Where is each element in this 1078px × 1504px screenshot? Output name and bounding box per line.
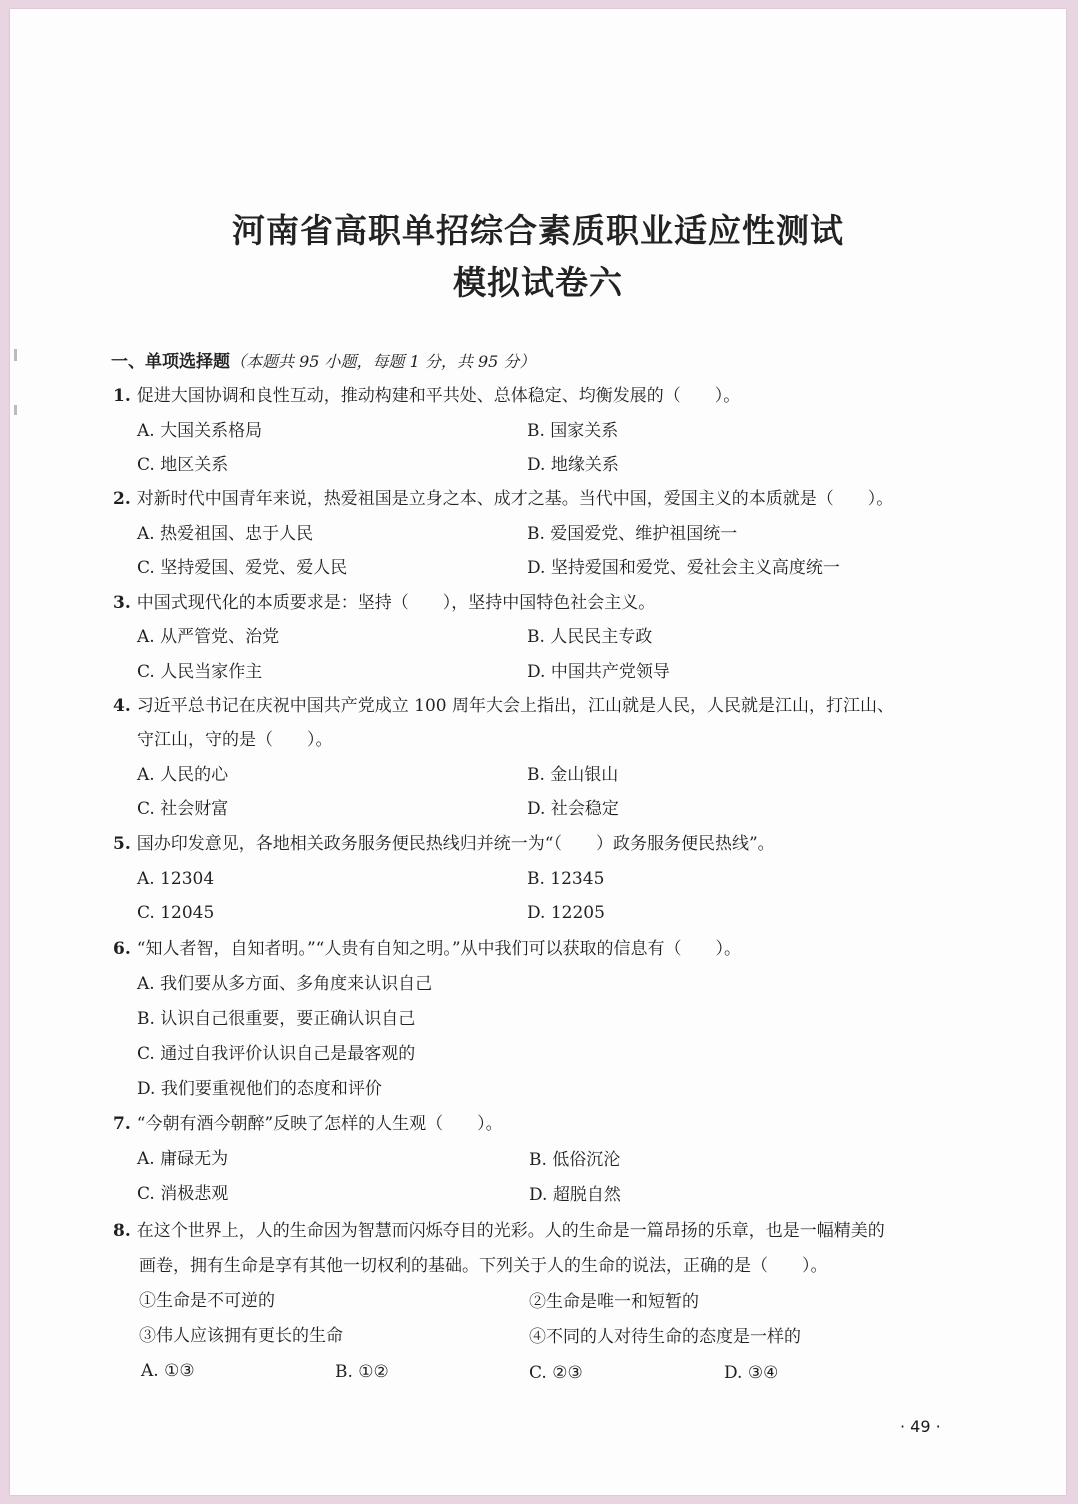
q5-option-b: B. 12345: [527, 869, 605, 889]
question-1-stem: [113, 384, 740, 408]
question-text: “今朝有酒今朝醉”反映了怎样的人生观（ ）。: [136, 1114, 503, 1134]
question-text: 促进大国协调和良性互动，推动构建和平共处、总体稳定、均衡发展的（ ）。: [136, 386, 741, 406]
question-number: 8.: [113, 1221, 131, 1241]
q6-option-b: B. 认识自己很重要，要正确认识自己: [137, 1009, 416, 1029]
q3-option-d: D. 中国共产党领导: [527, 662, 670, 682]
question-8-stem: [113, 1219, 885, 1243]
q5-option-c: C. 12045: [137, 903, 215, 923]
question-4-stem: [113, 694, 894, 718]
q3-option-b: B. 人民民主专政: [527, 627, 653, 647]
q8-statement-4: ④不同的人对待生命的态度是一样的: [529, 1327, 801, 1347]
q8-option-c: C. ②③: [529, 1363, 583, 1383]
q2-option-c: C. 坚持爱国、爱党、爱人民: [137, 558, 348, 578]
question-3-stem: [113, 591, 655, 615]
question-2-stem: [113, 487, 893, 511]
q8-option-a: A. ①③: [141, 1361, 195, 1381]
q8-statement-3: ③伟人应该拥有更长的生命: [139, 1326, 343, 1346]
q4-option-c: C. 社会财富: [137, 799, 229, 819]
q4-option-d: D. 社会稳定: [527, 799, 619, 819]
section-heading: [111, 350, 535, 374]
q1-option-a: A. 大国关系格局: [137, 421, 263, 441]
question-4-stem-line2: 守江山，守的是（ ）。: [137, 730, 333, 750]
q2-option-b: B. 爱国爱党、维护祖国统一: [527, 524, 738, 544]
q6-option-c: C. 通过自我评价认识自己是最客观的: [137, 1044, 416, 1064]
question-7-stem: [113, 1112, 503, 1136]
q8-option-b: B. ①②: [335, 1362, 389, 1382]
question-number: 7.: [113, 1114, 131, 1134]
question-number: 4.: [113, 696, 131, 716]
q1-option-c: C. 地区关系: [137, 455, 229, 475]
question-text: 国办印发意见，各地相关政务服务便民热线归并统一为“（ ）政务服务便民热线”。: [136, 834, 775, 854]
question-8-stem-line2: 画卷，拥有生命是享有其他一切权利的基础。下列关于人的生命的说法，正确的是（ ）。: [139, 1256, 828, 1276]
exam-subtitle: 模拟试卷六: [453, 263, 623, 302]
q8-statement-1: ①生命是不可逆的: [139, 1291, 275, 1311]
q7-option-b: B. 低俗沉沦: [529, 1150, 621, 1170]
q4-option-b: B. 金山银山: [527, 765, 619, 785]
question-number: 2.: [113, 489, 131, 509]
question-text: 对新时代中国青年来说，热爱祖国是立身之本、成才之基。当代中国，爱国主义的本质就是（ ）。: [136, 489, 894, 509]
question-number: 5.: [113, 834, 131, 854]
page-number: · 49 ·: [900, 1417, 941, 1436]
q5-option-d: D. 12205: [527, 903, 605, 923]
question-text: 习近平总书记在庆祝中国共产党成立 100 周年大会上指出，江山就是人民，人民就是江山，打江山、: [136, 696, 895, 716]
q8-option-d: D. ③④: [724, 1363, 779, 1383]
question-number: 1.: [113, 386, 131, 406]
exam-page: [10, 9, 1066, 1495]
question-6-stem: [113, 937, 741, 961]
scan-mark: [14, 349, 17, 361]
question-text: 中国式现代化的本质要求是：坚持（ ），坚持中国特色社会主义。: [136, 593, 656, 613]
scan-mark: [14, 405, 17, 415]
question-5-stem: [113, 832, 775, 856]
exam-title: 河南省高职单招综合素质职业适应性测试: [232, 211, 844, 250]
q1-option-d: D. 地缘关系: [527, 455, 619, 475]
q6-option-a: A. 我们要从多方面、多角度来认识自己: [137, 974, 433, 994]
question-number: 3.: [113, 593, 131, 613]
question-text: 在这个世界上，人的生命因为智慧而闪烁夺目的光彩。人的生命是一篇昂扬的乐章，也是一幅精美的: [136, 1221, 885, 1241]
question-text: “知人者智，自知者明。”“人贵有自知之明。”从中我们可以获取的信息有（ ）。: [136, 939, 742, 959]
q7-option-d: D. 超脱自然: [529, 1185, 621, 1205]
q4-option-a: A. 人民的心: [137, 765, 229, 785]
q8-statement-2: ②生命是唯一和短暂的: [529, 1292, 699, 1312]
q3-option-c: C. 人民当家作主: [137, 662, 263, 682]
q7-option-a: A. 庸碌无为: [137, 1149, 229, 1169]
q5-option-a: A. 12304: [137, 869, 215, 889]
q6-option-d: D. 我们要重视他们的态度和评价: [137, 1079, 382, 1099]
q1-option-b: B. 国家关系: [527, 421, 619, 441]
q2-option-a: A. 热爱祖国、忠于人民: [137, 524, 314, 544]
section-label: 一、单项选择题: [111, 352, 230, 372]
section-note: （本题共 95 小题，每题 1 分，共 95 分）: [230, 352, 536, 371]
question-number: 6.: [113, 939, 131, 959]
q7-option-c: C. 消极悲观: [137, 1184, 229, 1204]
q2-option-d: D. 坚持爱国和爱党、爱社会主义高度统一: [527, 558, 840, 578]
q3-option-a: A. 从严管党、治党: [137, 627, 280, 647]
